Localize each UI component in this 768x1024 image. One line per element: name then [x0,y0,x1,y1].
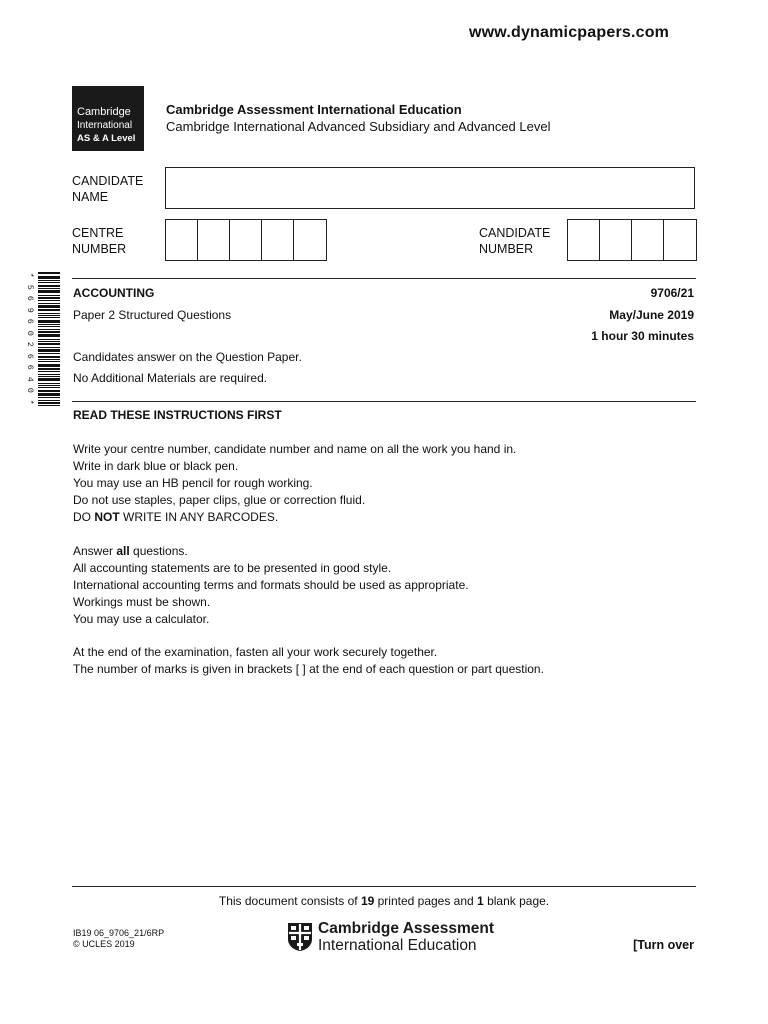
barcode-bar [38,349,60,352]
barcode-bar [38,309,60,311]
barcode-digit: 9 [24,307,35,313]
barcode-digit: 6 [24,318,35,324]
barcode-bar [38,361,60,362]
barcode-digit: 6 [24,353,35,359]
label-line: CENTRE [72,226,124,240]
copyright: © UCLES 2019 [73,939,135,949]
barcode-bar [38,272,60,274]
logo-line-1: Cambridge [77,106,131,118]
barcode-digit: 4 [24,376,35,382]
cambridge-logo [72,86,144,151]
digit-box[interactable] [166,220,198,260]
barcode-bar [38,324,60,325]
instruction-line: The number of marks is given in brackets [ ] at the end of each question or part question. [73,662,544,676]
paper-title: Paper 2 Structured Questions [73,308,232,322]
digit-box[interactable] [600,220,632,260]
barcode-bar [38,282,60,283]
digit-box[interactable] [198,220,230,260]
brand-line-1: Cambridge Assessment [318,920,495,937]
instruction-line: Write in dark blue or black pen. [73,459,239,473]
label-line: CANDIDATE [72,174,144,188]
barcode-bar [38,405,60,406]
brand-line-2: International Education [318,937,477,954]
barcode-bar [38,288,60,289]
candidate-name-field[interactable] [165,167,695,209]
barcode-bar [38,280,60,281]
website-url: www.dynamicpapers.com [469,24,670,41]
instruction-line: Write your centre number, candidate number and name on all the work you hand in. [73,442,517,456]
org-name: Cambridge Assessment International Education [166,102,462,117]
logo-line-3: AS & A Level [77,133,136,144]
barcode-digits [24,272,34,410]
barcode-bar [38,385,60,386]
digit-box[interactable] [294,220,326,260]
barcode-bar [38,300,60,301]
cambridge-crest-icon [287,922,313,952]
digit-box[interactable] [568,220,600,260]
emphasis: NOT [94,510,120,524]
barcode-bar [38,285,60,287]
logo-line-2: International [77,120,133,131]
barcode-bar [38,364,60,367]
barcode-bar [38,400,60,401]
barcode-bar [38,353,60,354]
paper-code: 9706/21 [650,286,694,300]
text: Answer [73,544,117,558]
barcode-bar [38,347,60,348]
barcode-bar [38,339,60,340]
barcode [38,272,60,410]
barcode-bar [38,334,60,337]
divider [72,401,696,402]
digit-box[interactable] [664,220,696,260]
exam-session: May/June 2019 [609,308,694,322]
instruction-line: Do not use staples, paper clips, glue or correction fluid. [73,493,366,507]
text: This document consists of [218,894,361,908]
materials-line-1: Candidates answer on the Question Paper. [73,350,302,364]
barcode-bar [38,290,60,293]
barcode-bar [38,378,60,381]
instruction-line: At the end of the examination, fasten all your work securely together. [73,645,438,659]
barcode-bar [38,303,60,304]
instruction-line: Workings must be shown. [73,595,211,609]
materials-line-2: No Additional Materials are required. [73,371,268,385]
label-line: NUMBER [479,242,534,256]
instruction-line: International accounting terms and formats should be used as appropriate. [73,578,469,592]
barcode-bar [38,341,60,342]
barcode-bar [38,313,60,314]
barcode-bar [38,374,60,375]
instruction-line [73,509,516,526]
barcode-digit: 6 [24,364,35,370]
instruction-line: You may use an HB pencil for rough working. [73,476,313,490]
digit-box[interactable] [632,220,664,260]
barcode-bar [38,359,60,360]
barcode-digit: * [24,272,35,278]
text: blank page. [483,894,550,908]
divider [72,886,696,887]
barcode-bar [38,326,60,327]
text: WRITE IN ANY BARCODES. [119,510,279,524]
barcode-bar [38,295,60,296]
text: DO [73,510,95,524]
barcode-bar [38,320,60,323]
instruction-line: All accounting statements are to be presented in good style. [73,561,392,575]
barcode-bar [38,402,60,404]
candidate-number-boxes[interactable] [567,219,697,261]
label-line: NUMBER [72,242,127,256]
barcode-digit: 5 [24,284,35,290]
barcode-bar [38,371,60,372]
printed-pages-count: 19 [360,894,375,908]
barcode-bar [38,356,60,358]
barcode-bar [38,329,60,330]
instructions-block-1 [73,441,516,526]
subject-title: ACCOUNTING [73,286,155,300]
candidate-number-label [479,225,550,257]
barcode-bar [38,393,60,396]
barcode-bar [38,397,60,398]
centre-number-label [72,225,126,257]
barcode-bar [38,387,60,388]
barcode-bar [38,315,60,316]
turn-over: [Turn over [633,938,694,952]
instructions-block-3 [73,644,544,678]
digit-box[interactable] [230,220,262,260]
blank-pages-count: 1 [477,894,484,908]
qualification-name: Cambridge International Advanced Subsidiary and Advanced Level [166,119,551,134]
barcode-bar [38,317,60,318]
document-reference: IB19 06_9706_21/6RP [73,928,165,938]
barcode-digit: 0 [24,387,35,393]
digit-box[interactable] [262,220,294,260]
barcode-digit: 0 [24,330,35,336]
instructions-block-2 [73,543,469,628]
barcode-bar [38,331,60,333]
page-count [0,894,768,908]
barcode-bar [38,368,60,370]
instruction-line [73,543,469,560]
exam-duration: 1 hour 30 minutes [591,329,694,343]
label-line: CANDIDATE [479,226,551,240]
centre-number-boxes[interactable] [165,219,327,261]
barcode-digit: 2 [24,341,35,347]
text: printed pages and [374,894,478,908]
instructions-heading: READ THESE INSTRUCTIONS FIRST [73,408,282,422]
barcode-digit: * [24,399,35,405]
barcode-bar [38,276,60,279]
barcode-bar [38,383,60,384]
candidate-name-label [72,173,143,205]
label-line: NAME [72,190,109,204]
barcode-bar [38,305,60,308]
instruction-line: You may use a calculator. [73,612,210,626]
barcode-bar [38,343,60,345]
text: questions. [129,544,188,558]
divider [72,278,696,279]
barcode-bar [38,376,60,377]
barcode-digit: 6 [24,295,35,301]
barcode-bar [38,390,60,392]
barcode-bar [38,297,60,299]
emphasis: all [116,544,130,558]
